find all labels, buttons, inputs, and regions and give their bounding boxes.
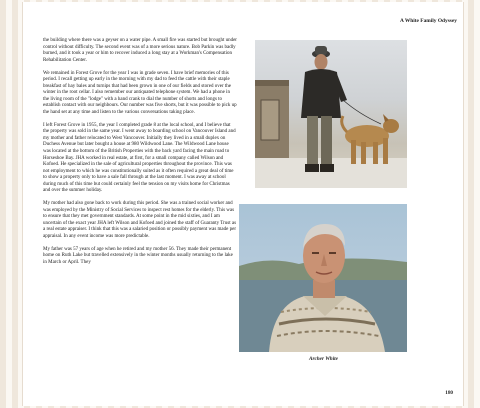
photo-portrait-image <box>239 204 407 352</box>
photo-man-with-dog-image <box>255 40 407 188</box>
running-header: A White Family Odyssey <box>400 18 457 24</box>
paragraph: We remained in Forest Grove for the year I was in grade seven. I have brief memories of this period. I recall getting up early in the morning with my dad to feed the cattle with their staple breakfast of hay bales and turnips that had been grown in one of our fields and stored over the winter in the root cellar. I also remember our antiquated telephone system. We had a phone in the living room of the "lodge" with a hand crank to dial the number of shorts and longs to establish contact with our neighbours. Our number was five shorts, but it was possible to pick up the hand set at any time and listen to the various conversations taking place. <box>43 70 237 115</box>
paragraph: My mother had also gone back to work during this period. She was a trained social worker and was employed by the Ministry of Social Services to inspect rest homes for the elderly. This was to ensure that they met government standards. At some point in the mid sixties, and I am uncertain of the exact year JHA left Wilson and Kofoed and joined the staff of Guaranty Trust as a real estate appraiser. I think that this was a salaried position or possibly payment was made per appraisal. In any event income was more predictable. <box>43 201 237 239</box>
paragraph: I left Forest Grove in 1955, the year I completed grade 8 at the local school, and I believe that the property was sold in the same year. I went away to boarding school on Vancouver Island and my mother and father relocated to West Vancouver. Initially they lived in a small duplex on Duchess Avenue but later bought a house at 980 Wildwood Lane. The Wildwood Lane house was located at the bottom of the British Properties with the back yard facing the main road to Horseshoe Bay. JHA worked in real estate, at first, for a small company called Wilson and Kofoed. He specialized in the sale of agricultural properties throughout the province. This was not employment to which he was constitutionally suited as it often required a great deal of time to show a property only to have a sale fall through at the last moment. I was away at school during much of this time but could certainly feel the tension on my visits home for Christmas and over the summer holiday. <box>43 122 236 194</box>
paragraph: My father was 57 years of age when he retired and my mother 56. They made their permanent home on Ruth Lake but travelled extensively in the winter months usually returning to the lake in March or April. They <box>43 246 233 265</box>
photo-caption: Archer White <box>309 356 338 362</box>
book-page <box>22 2 464 406</box>
paragraph: the building where there was a geyser on a water pipe. A small fire was started but brought under control without difficulty. The second event was of a more serious nature. Bob Parkin was badly burned, and it took a year or him to recover induced a long stay at a Workman's Compensation Rehabilitation Center. <box>43 38 237 63</box>
body-text <box>43 38 237 273</box>
photo-portrait-archer-white <box>239 204 407 352</box>
page-number: 180 <box>445 390 453 396</box>
photo-man-with-dog <box>255 40 407 188</box>
